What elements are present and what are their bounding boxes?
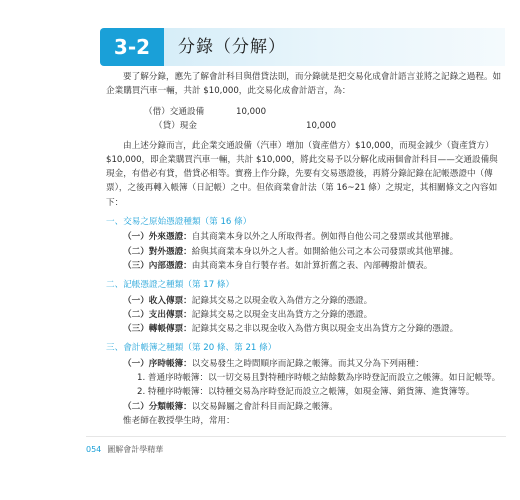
item-label: （一）序時帳簿： <box>123 358 192 369</box>
section-heading: 三、會計帳簿之種類（第 20 條、第 21 條） <box>106 343 277 354</box>
item-text: 以交易歸屬之會計科目而記錄之帳簿。 <box>191 401 338 412</box>
footer-divider <box>86 436 506 437</box>
item-text: 記錄其交易之非以現金收入為借方與以現金支出為貸方之分錄的憑證。 <box>191 324 459 335</box>
list-item <box>106 230 504 244</box>
list-item <box>106 294 504 308</box>
item-label: （三）內部憑證： <box>123 260 192 271</box>
item-text: 由其商業本身自行製存者。如計算折舊之表、內部轉撥計價表。 <box>191 260 433 271</box>
section-number: 3-2 <box>100 28 164 66</box>
journal-entry <box>144 105 504 133</box>
closing-line: 惟老師在教授學生時，常用： <box>123 415 235 426</box>
list-item <box>106 308 504 322</box>
item-text: 記錄其交易之以現金收入為借方之分錄的憑證。 <box>191 295 373 306</box>
credit-account: （貸）現金 <box>154 120 197 131</box>
intro-paragraph: 要了解分錄，應先了解會計科目與借貸法則，而分錄就是把交易化成會計語言並將之記錄之過程。如企業購買汽車一輛，共計 $10,000，此交易化成會計語言，為： <box>106 72 502 97</box>
item-label: （二）分類帳簿： <box>123 401 192 412</box>
page-footer <box>86 444 163 455</box>
item-text: 記錄其交易之以現金支出為貸方之分錄的憑證。 <box>191 309 373 320</box>
section-heading: 一、交易之原始憑證種類（第 16 條） <box>106 217 252 228</box>
debit-amount: 10,000 <box>236 106 267 117</box>
list-item <box>106 259 504 273</box>
book-title: 圖解會計學精華 <box>107 445 164 454</box>
page-number: 054 <box>86 445 102 454</box>
item-text: 給與其商業本身以外之人者。如開給他公司之本公司發票或其他單據。 <box>191 246 459 257</box>
item-label: （二）支出傳票： <box>123 309 192 320</box>
list-item <box>106 322 504 336</box>
item-label: （二）對外憑證： <box>123 246 192 257</box>
credit-amount: 10,000 <box>306 120 337 131</box>
sub-item: 1. 普通序時帳簿：以一切交易且對特種序時帳之結餘數為序時登記而設立之帳簿。如日記帳等。 <box>137 373 501 384</box>
item-label: （一）外來憑證： <box>123 232 192 243</box>
item-label: （三）轉帳傳票： <box>123 324 192 335</box>
item-text: 自其商業本身以外之人所取得者。例如得自他公司之發票或其他單據。 <box>191 232 459 243</box>
item-label: （一）收入傳票： <box>123 295 192 306</box>
explain-paragraph: 由上述分錄而言，此企業交通設備（汽車）增加（資產借方）$10,000，而現金減少（資產貸方）$10,000，即企業購買汽車一輛，共計 $10,000，將此交易予以分解化成兩個會計科目——交通設備與現金，有借必有貸，借貸必相等。實務上作分錄，先要有交易憑證後，再將分錄記錄在記帳憑證中（傳票），之後再轉入帳簿（日記帳）之中。但依商業會計法（第 16~21 條）之規定，其相關條文之內容如下： <box>106 140 498 208</box>
debit-account: （借）交通設備 <box>144 106 205 117</box>
list-item <box>106 245 504 259</box>
section-heading: 二、記帳憑證之種類（第 17 條） <box>106 280 235 291</box>
list-item <box>106 400 504 414</box>
item-text: 以交易發生之時間順序而記錄之帳簿。而其又分為下列兩種： <box>191 358 424 369</box>
body-text <box>106 70 504 428</box>
list-item <box>106 357 504 371</box>
section-title: 分錄（分解） <box>178 37 286 57</box>
page-margin <box>0 0 86 500</box>
sub-item: 2. 特種序時帳簿：以特種交易為序時登記而設立之帳簿，如現金簿、銷貨簿、進貨簿等。 <box>137 387 475 398</box>
